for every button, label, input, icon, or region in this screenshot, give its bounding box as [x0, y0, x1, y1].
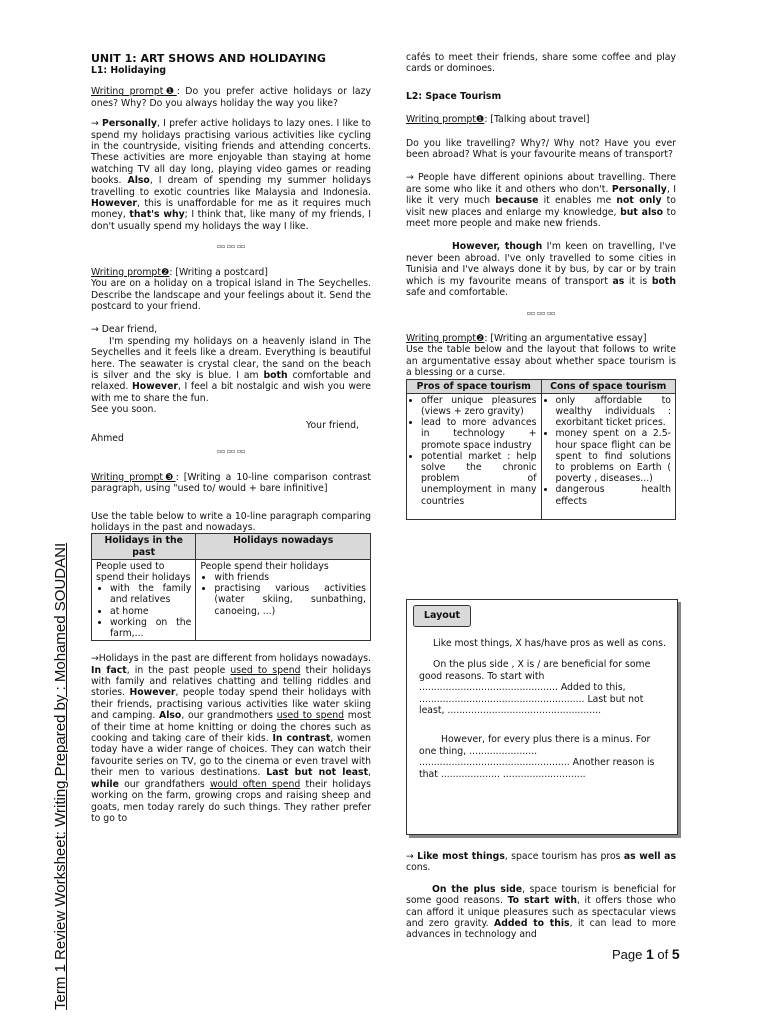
text: , our grandmothers: [181, 710, 277, 722]
table-header: Pros of space tourism: [407, 379, 542, 393]
prompt-title: : [Talking about travel]: [484, 114, 590, 126]
bold-word: Like most things: [417, 851, 505, 862]
underlined-phrase: used to spend: [276, 710, 345, 722]
text: , I feel a bit nostalgic and wish you were with me to share the fun.: [91, 381, 371, 404]
vertical-sidebar-title: [52, 430, 69, 1010]
prompt-3-label: Writing prompt❸: [91, 471, 176, 483]
prompt-label: Writing prompt❷: [406, 332, 485, 344]
answer-3: [91, 653, 371, 824]
text: to meet more people and make new friends.: [406, 206, 677, 230]
text: cons.: [406, 862, 431, 874]
prompt-1-right-text: Do you like travelling? Why?/ Why not? Have you ever been abroad? What is your favourite means of transport?: [406, 137, 676, 161]
bullet-list: [411, 395, 537, 507]
essay-answer: [406, 851, 676, 950]
list-item: • lead to more advances in technology + promote space industry: [421, 417, 537, 451]
bold-word: On the plus side: [432, 883, 523, 895]
bold-word: In fact: [91, 664, 127, 676]
text: , in the past people: [126, 664, 231, 676]
prompt-text: Use the table below and the layout that follows to write an argumentative essay about whether space tourism is a blessing or a curse.: [406, 344, 676, 379]
postcard-body: [91, 336, 371, 404]
prompt-1-question: : Do you prefer active holidays or lazy ones? Why? Do you always holiday the way you like?: [91, 86, 371, 109]
prompt-1: [91, 86, 371, 109]
text: , space tourism is beneficial for some good reasons.: [406, 883, 676, 907]
unit-title: UNIT 1: ART SHOWS AND HOLIDAYING: [91, 52, 326, 65]
text: their holidays with family and relatives chatting and telling riddles and stories.: [91, 664, 372, 699]
page-of: of: [653, 947, 672, 962]
postcard-greeting: → Dear friend,: [91, 324, 158, 336]
text: ; I think that, like many of my friends, I don't usually spend my holidays the way I like.: [91, 209, 371, 232]
text: their holidays working on the farm, growing crops and raising sheep and goats, men today rarely do such things. They rather prefer to go to: [91, 778, 371, 824]
postcard-see-you: See you soon.: [91, 404, 157, 416]
prompt-3-text: Use the table below to write a 10-line paragraph comparing holidays in the past and nowadays.: [91, 510, 371, 533]
text: , space tourism has pros: [504, 851, 624, 862]
postcard-name: Ahmed: [91, 432, 124, 444]
page-number: [612, 946, 680, 962]
list-item: • dangerous health effects: [556, 484, 672, 506]
text: , people today spend their holidays with their friends, practising various activities like water skiing and camping.: [91, 687, 371, 722]
text: , I dream of spending my summer holidays travelling to exotic countries like Malaysia and Indonesia.: [91, 175, 371, 198]
list-item: • with friends: [214, 572, 366, 583]
separator: ▫▫ ▫▫ ▫▫: [526, 309, 556, 317]
list-item: • with the family and relatives: [110, 583, 191, 605]
layout-para: On the plus side , X is / are beneficial for some good reasons. To start with ............................................... Added to this, ........................................................ Last but not least, ....................................................: [419, 659, 651, 717]
text: to visit new places and enlarge my knowledge,: [406, 195, 676, 218]
layout-tag: Layout: [413, 605, 471, 627]
table-header: Holidays nowadays: [196, 534, 371, 559]
text: it enables me: [538, 195, 617, 207]
bullet-list: [546, 395, 672, 507]
layout-para: Like most things, X has/have pros as well as cons.: [433, 638, 666, 649]
arrow: →: [91, 118, 103, 130]
text: , I prefer active holidays to lazy ones. I like to spend my holidays practising various activities like cycling in the countryside, visiting friends and attending concerts. These activities are more enjoyable than staying at home watching TV all day long, playing video games or reading books.: [91, 118, 371, 187]
list-item: • at home: [110, 606, 191, 617]
list-item: • working on the farm,...: [110, 617, 191, 639]
text: I'm keen on travelling, I've never been abroad. I've only travelled to some cities in Tunisia and I've always done it by bus, by car or by train which is my favourite means of transport: [406, 241, 676, 287]
bold-word: that's why: [129, 209, 185, 221]
bold-word: Also: [127, 175, 150, 187]
text: it is: [624, 275, 652, 287]
text: most of their time at home knitting or doing the chores such as cooking and taking care of their kids.: [91, 710, 372, 745]
prompt-3-title: : [Writing a 10-line comparison contrast paragraph, using "used to/ would + bare infinitive]: [91, 471, 371, 495]
bold-word: as well as: [623, 851, 676, 862]
text: our grandfathers: [118, 778, 210, 790]
prompt-2-text: You are on a holiday on a tropical island in The Seychelles. Describe the landscape and your feelings about it. Send the postcard to your friend.: [91, 278, 371, 312]
bold-word: Last but not least: [266, 767, 369, 779]
cell-intro: People spend their holidays: [200, 560, 329, 572]
right-column: [406, 52, 676, 520]
text: I'm spending my holidays on a heavenly island in The Seychelles and it feels like a dream. Everything is beautiful here. The seawater is crystal clear, the sand on the beach is silver and the sky is blue. I am: [91, 335, 371, 381]
travel-answer-2: [406, 241, 676, 298]
prompt-2: [91, 267, 371, 313]
sidebar-worksheet-title: Term 1 Review Worksheet: Writing: [52, 776, 69, 1010]
text: , it can lead to more advances in technology and: [406, 918, 676, 941]
bold-word: To start with: [507, 895, 577, 907]
cell-intro: People used to spend their holidays: [96, 560, 191, 584]
bold-word: both: [651, 275, 676, 287]
text: ,: [368, 767, 371, 779]
lesson-2-title: L2: Space Tourism: [406, 90, 502, 102]
prompt-1-right: [406, 114, 676, 125]
page-current: 1: [645, 946, 654, 962]
list-item: • money spent on a 2.5-hour space flight can be spent to find solutions to problems on Earth ( poverty , diseases...): [556, 428, 672, 484]
layout-para: However, for every plus there is a minus. For one thing, ....................... ................................................... Another reason is that .................... ............................: [419, 734, 655, 780]
page-total: 5: [671, 946, 680, 962]
list-item: • practising various activities (water skiing, sunbathing, canoeing, ...): [214, 583, 366, 617]
separator: ▫▫ ▫▫ ▫▫: [216, 448, 246, 456]
bold-word: However: [131, 381, 178, 393]
table-cell: [541, 393, 676, 519]
table-cell: [92, 559, 196, 640]
separator: ▫▫ ▫▫ ▫▫: [216, 243, 246, 251]
bold-word: not only: [616, 195, 662, 207]
bold-word: but also: [620, 206, 664, 218]
layout-text: [419, 638, 667, 790]
bold-word: Personally: [611, 183, 667, 195]
bold-word: as: [612, 275, 625, 287]
bold-word: However, though: [452, 241, 543, 253]
bullet-list: [96, 583, 191, 639]
bold-word: However: [129, 687, 176, 699]
text: , I like it very much: [406, 183, 676, 207]
sidebar-prepared-by: Prepared by : Mohamed SOUDANI: [52, 542, 69, 777]
prompt-2-right: [406, 333, 676, 379]
left-column: [91, 52, 371, 833]
layout-box: [406, 599, 678, 835]
space-tourism-table: [406, 379, 676, 520]
table-cell: [407, 393, 542, 519]
prompt-1-label: Writing prompt❶: [91, 86, 177, 98]
bold-word: both: [263, 369, 288, 381]
table-header: Cons of space tourism: [541, 379, 676, 393]
prompt-2-label: Writing prompt❷: [91, 266, 170, 278]
bold-word: However: [91, 198, 138, 210]
lesson-1-title: L1: Holidaying: [91, 65, 167, 76]
text: → People have different opinions about travelling. There are some who like it and others who don't.: [406, 172, 676, 195]
bold-word: In contrast: [272, 733, 331, 745]
bold-word: Personally: [102, 118, 157, 130]
travel-answer-1: [406, 172, 676, 229]
list-item: • offer unique pleasures (views + zero gravity): [421, 395, 537, 417]
essay-para-2: [406, 884, 676, 941]
table-header: Holidays in the past: [92, 534, 196, 559]
essay-para-1: [406, 851, 676, 874]
answer-1: [91, 118, 371, 232]
arrow: →: [406, 851, 418, 862]
bold-word: Added to this: [494, 918, 570, 930]
text: →Holidays in the past are different from holidays nowadays.: [91, 653, 371, 665]
list-item: • potential market : help solve the chronic problem of unemployment in many countries: [421, 451, 537, 507]
text: safe and comfortable.: [406, 287, 509, 299]
bold-word: Also: [159, 710, 182, 722]
text: , this is unaffordable for me as it requires much money,: [91, 198, 371, 221]
prompt-label: Writing prompt❶: [406, 114, 485, 126]
underlined-phrase: would often spend: [209, 778, 301, 790]
text: , it offers those who can afford it unique pleasures such as spectacular views and zero gravity.: [406, 895, 676, 930]
holidays-table: [91, 533, 371, 641]
bold-word: because: [495, 195, 539, 207]
postcard-sign: Your friend,: [306, 419, 359, 431]
continued-text: cafés to meet their friends, share some coffee and play cards or dominoes.: [406, 52, 676, 75]
prompt-title: : [Writing an argumentative essay]: [484, 332, 647, 344]
list-item: • only affordable to wealthy individuals : exorbitant ticket prices.: [556, 395, 672, 429]
text: comfortable and relaxed.: [91, 369, 371, 393]
bullet-list: [200, 572, 366, 617]
prompt-3: [91, 472, 371, 495]
underlined-phrase: used to spend: [230, 664, 301, 676]
text: , women today have a wider range of choices. They can watch their favourite series on TV, go to the cinema or even travel with their men to various destinations.: [91, 733, 371, 779]
prompt-2-title: : [Writing a postcard]: [169, 266, 268, 278]
table-cell: [196, 559, 371, 640]
page-label: Page: [612, 947, 646, 962]
bold-word: while: [91, 778, 119, 790]
